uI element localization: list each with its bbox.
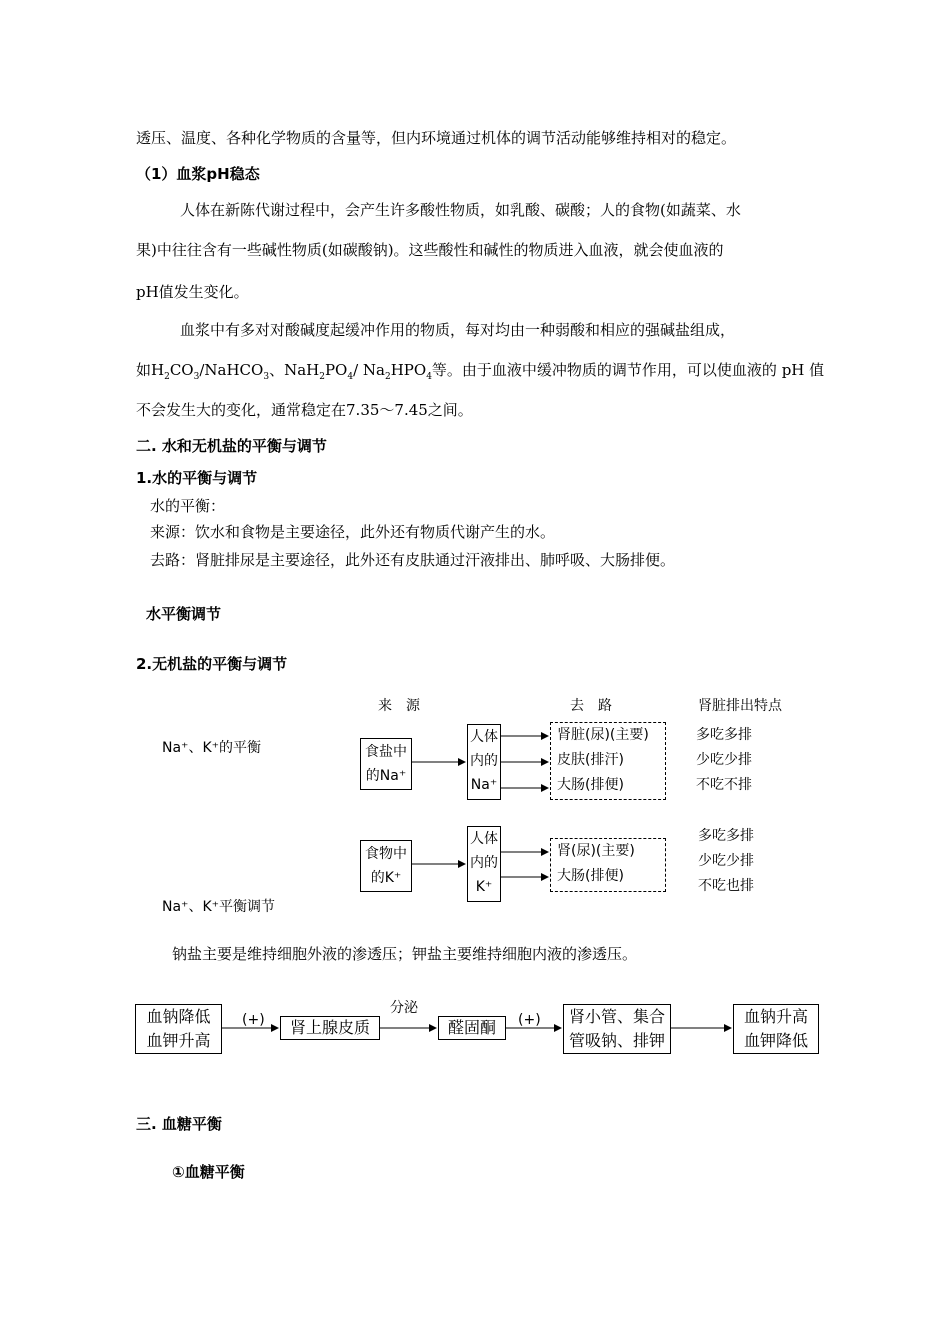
heading-water-regulation: 水平衡调节: [146, 605, 222, 623]
flow-plus-1: (+): [242, 1012, 265, 1028]
paragraph-line: 人体在新陈代谢过程中，会产生许多酸性物质，如乳酸、碳酸；人的食物(如蔬菜、水: [180, 201, 741, 219]
na-kidney-feature: 不吃不排: [696, 777, 752, 793]
subsection-heading-water: 1.水的平衡与调节: [136, 469, 258, 487]
box-na-body: 人体 内的 Na⁺: [467, 724, 501, 800]
section-heading-3: 三. 血糖平衡: [136, 1115, 222, 1133]
box-k-source: 食物中 的K⁺: [360, 840, 412, 892]
column-header-output: 去 路: [570, 698, 612, 714]
subsection-heading-glucose: ①血糖平衡: [172, 1163, 245, 1181]
subsection-heading-salt: 2.无机盐的平衡与调节: [136, 655, 288, 673]
k-kidney-feature: 多吃多排: [698, 828, 754, 844]
k-output-kidney: 肾(尿)(主要): [557, 843, 635, 859]
paragraph-line: 果)中往往含有一些碱性物质(如碳酸钠)。这些酸性和碱性的物质进入血液，就会使血液的: [136, 241, 724, 259]
section-heading-2: 二. 水和无机盐的平衡与调节: [136, 437, 327, 455]
paragraph-line: 水的平衡：: [150, 497, 226, 515]
label-na-k-balance: Na⁺、K⁺的平衡: [162, 740, 262, 756]
column-header-source: 来 源: [378, 698, 420, 714]
k-kidney-feature: 不吃也排: [698, 878, 754, 894]
paragraph-line: 不会发生大的变化，通常稳定在7.35～7.45之间。: [136, 401, 473, 419]
na-kidney-feature: 少吃少排: [696, 752, 752, 768]
flow-box-aldosterone: 醛固酮: [438, 1016, 506, 1040]
column-header-kidney: 肾脏排出特点: [698, 698, 782, 714]
paragraph-line: 透压、温度、各种化学物质的含量等，但内环境通过机体的调节活动能够维持相对的稳定。: [136, 129, 737, 147]
paragraph-line: 钠盐主要是维持细胞外液的渗透压；钾盐主要维持细胞内液的渗透压。: [172, 945, 638, 963]
na-output-skin: 皮肤(排汗): [557, 752, 624, 768]
flow-label-secrete: 分泌: [390, 1000, 418, 1016]
paragraph-line: pH值发生变化。: [136, 283, 249, 301]
flow-box-adrenal-cortex: 肾上腺皮质: [280, 1016, 380, 1040]
flow-box-low-na: 血钠降低 血钾升高: [135, 1004, 222, 1054]
na-kidney-feature: 多吃多排: [696, 727, 752, 743]
box-k-body: 人体 内的 K⁺: [467, 826, 501, 902]
flow-box-high-na: 血钠升高 血钾降低: [733, 1004, 819, 1054]
flow-plus-2: (+): [518, 1012, 541, 1028]
section-heading-ph: （1）血浆pH稳态: [136, 165, 260, 183]
label-na-k-regulation: Na⁺、K⁺平衡调节: [162, 899, 276, 915]
flow-box-renal-tubule: 肾小管、集合 管吸钠、排钾: [563, 1004, 671, 1054]
k-kidney-feature: 少吃少排: [698, 853, 754, 869]
box-na-source: 食盐中 的Na⁺: [360, 738, 412, 790]
na-output-intestine: 大肠(排便): [557, 777, 624, 793]
na-output-kidney: 肾脏(尿)(主要): [557, 727, 649, 743]
paragraph-line: 去路：肾脏排尿是主要途径，此外还有皮肤通过汗液排出、肺呼吸、大肠排便。: [150, 551, 676, 569]
k-output-intestine: 大肠(排便): [557, 868, 624, 884]
paragraph-line-formula: 如$H_2CO_3/NaHCO_3$、$NaH_2PO_4/$ $Na_2HPO_4$等。由于血液中缓冲物质的调节作用，可以使血液的 pH 值: [136, 361, 825, 382]
paragraph-line: 来源：饮水和食物是主要途径，此外还有物质代谢产生的水。: [150, 523, 556, 541]
paragraph-line: 血浆中有多对对酸碱度起缓冲作用的物质，每对均由一种弱酸和相应的强碱盐组成，: [180, 321, 736, 339]
